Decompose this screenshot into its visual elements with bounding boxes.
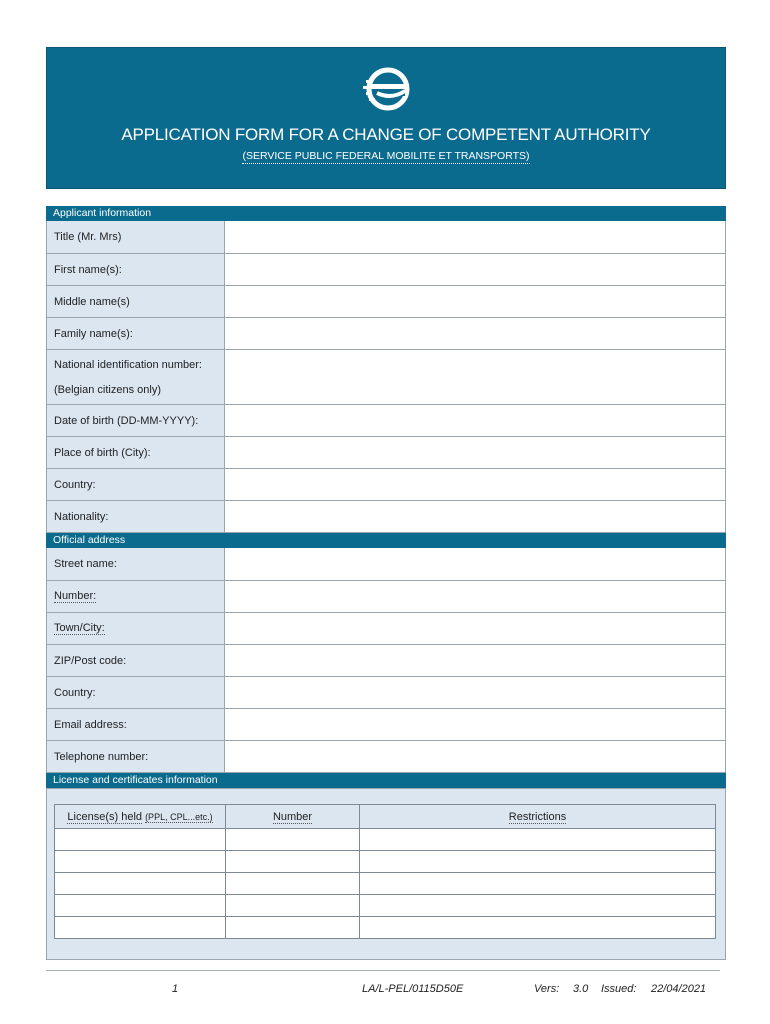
license-restrictions-header (360, 805, 716, 829)
date-of-birth-input[interactable] (225, 405, 726, 436)
page-subtitle (47, 150, 725, 162)
table-row (55, 829, 716, 851)
table-row (55, 895, 716, 917)
national-id-label (46, 350, 225, 404)
license-restrictions-cell[interactable] (360, 873, 716, 895)
row-date-of-birth (46, 405, 726, 437)
telephone-input[interactable] (225, 741, 726, 772)
license-number-cell[interactable] (226, 917, 360, 939)
zip-label: ZIP/Post code: (46, 645, 225, 676)
license-table (54, 804, 716, 939)
title-input[interactable] (225, 221, 726, 253)
row-family-name (46, 318, 726, 350)
license-restrictions-cell[interactable] (360, 851, 716, 873)
row-street-name (46, 548, 726, 581)
family-name-label: Family name(s): (46, 318, 225, 349)
issued-date: 22/04/2021 (651, 983, 707, 995)
town-city-label (46, 613, 225, 644)
license-number-cell[interactable] (226, 873, 360, 895)
place-of-birth-input[interactable] (225, 437, 726, 468)
nationality-label: Nationality: (46, 501, 225, 532)
version-value: 3.0 (573, 983, 589, 995)
row-number (46, 581, 726, 613)
license-held-cell[interactable] (55, 895, 226, 917)
email-input[interactable] (225, 709, 726, 740)
first-name-input[interactable] (225, 254, 726, 285)
country-label: Country: (46, 469, 225, 500)
town-city-input[interactable] (225, 613, 726, 644)
row-national-id (46, 350, 726, 405)
license-number-cell[interactable] (226, 829, 360, 851)
license-held-header-text: License(s) held (67, 810, 142, 823)
section-license-information: License and certificates information (46, 773, 726, 788)
number-label-text: Number: (54, 590, 97, 602)
page-title: APPLICATION FORM FOR A CHANGE OF COMPETENT AUTHORITY (121, 125, 651, 144)
table-row (55, 917, 716, 939)
town-city-label-text: Town/City: (54, 622, 105, 634)
family-name-input[interactable] (225, 318, 726, 349)
belgian-federal-mobility-logo-icon (357, 60, 417, 120)
zip-input[interactable] (225, 645, 726, 676)
license-number-cell[interactable] (226, 851, 360, 873)
national-id-label-line1: National identification number: (54, 358, 202, 371)
row-telephone (46, 741, 726, 773)
license-held-cell[interactable] (55, 829, 226, 851)
national-id-input[interactable] (225, 350, 726, 404)
address-country-input[interactable] (225, 677, 726, 708)
license-held-cell[interactable] (55, 873, 226, 895)
street-name-label: Street name: (46, 548, 225, 580)
number-input[interactable] (225, 581, 726, 612)
row-country (46, 469, 726, 501)
license-held-cell[interactable] (55, 851, 226, 873)
row-first-name (46, 254, 726, 286)
version-label: Vers: (534, 983, 560, 995)
row-middle-name (46, 286, 726, 318)
middle-name-label: Middle name(s) (46, 286, 225, 317)
first-name-label: First name(s): (46, 254, 225, 285)
address-country-label: Country: (46, 677, 225, 708)
telephone-label: Telephone number: (46, 741, 225, 772)
license-held-cell[interactable] (55, 917, 226, 939)
email-label: Email address: (46, 709, 225, 740)
license-restrictions-header-text: Restrictions (508, 810, 567, 823)
street-name-input[interactable] (225, 548, 726, 580)
row-address-country (46, 677, 726, 709)
place-of-birth-label: Place of birth (City): (46, 437, 225, 468)
title-label: Title (Mr. Mrs) (46, 221, 225, 253)
row-email (46, 709, 726, 741)
row-town-city (46, 613, 726, 645)
issued-label: Issued: (601, 983, 637, 995)
row-zip (46, 645, 726, 677)
license-restrictions-cell[interactable] (360, 829, 716, 851)
license-table-header (55, 805, 716, 829)
row-title (46, 221, 726, 254)
license-number-header (226, 805, 360, 829)
page-number: 1 (172, 983, 179, 995)
form-header (46, 47, 726, 189)
subtitle-text: (SERVICE PUBLIC FEDERAL MOBILITE ET TRANSPORTS) (242, 150, 530, 162)
license-restrictions-cell[interactable] (360, 917, 716, 939)
license-number-header-text: Number (272, 810, 313, 823)
license-held-header-sub: (PPL, CPL...etc.) (145, 811, 213, 822)
number-label (46, 581, 225, 612)
national-id-label-line2: (Belgian citizens only) (54, 383, 161, 396)
document-id: LA/L-PEL/0115D50E (362, 983, 464, 995)
section-official-address: Official address (46, 533, 726, 548)
row-place-of-birth (46, 437, 726, 469)
license-held-header (55, 805, 226, 829)
country-input[interactable] (225, 469, 726, 500)
table-row (55, 851, 716, 873)
date-of-birth-label: Date of birth (DD-MM-YYYY): (46, 405, 225, 436)
nationality-input[interactable] (225, 501, 726, 532)
section-applicant-information: Applicant information (46, 206, 726, 221)
footer-divider (46, 970, 720, 971)
license-restrictions-cell[interactable] (360, 895, 716, 917)
middle-name-input[interactable] (225, 286, 726, 317)
row-nationality (46, 501, 726, 533)
table-row (55, 873, 716, 895)
license-number-cell[interactable] (226, 895, 360, 917)
